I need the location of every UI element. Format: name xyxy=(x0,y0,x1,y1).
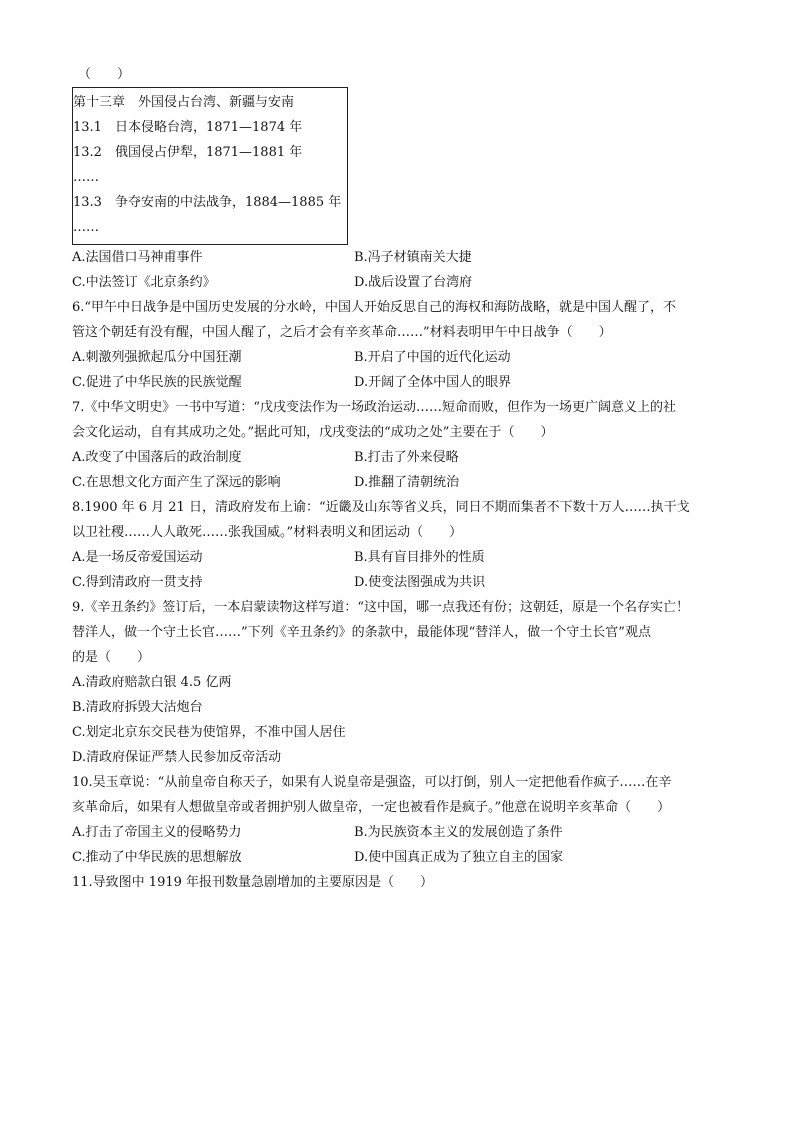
option-a[interactable]: A.清政府赔款白银 4.5 亿两 xyxy=(72,675,232,690)
option-b[interactable]: B.为民族资本主义的发展创造了条件 xyxy=(354,825,563,840)
question-stem: 8.1900 年 6 月 21 日，清政府发布上谕：“近畿及山东等省义兵，同日不期而集者不下数十万人……执干戈 xyxy=(72,500,690,515)
question-8 xyxy=(72,495,722,595)
exam-page xyxy=(72,62,722,895)
option-d[interactable]: D.使变法图强成为共识 xyxy=(354,575,486,590)
q6-options xyxy=(72,345,722,395)
q7-options xyxy=(72,445,722,495)
option-c[interactable]: C.在思想文化方面产生了深远的影响 xyxy=(72,475,281,490)
option-d[interactable]: D.使中国真正成为了独立自主的国家 xyxy=(354,850,564,865)
question-9 xyxy=(72,595,722,770)
option-b[interactable]: B.打击了外来侵略 xyxy=(354,450,459,465)
question-stem: 7.《中华文明史》一书中写道：“戊戌变法作为一场政治运动……短命而败，但作为一场更广阔意义上的社 xyxy=(72,400,677,415)
option-c[interactable]: C.促进了中华民族的民族觉醒 xyxy=(72,375,242,390)
question-stem: 会文化运动，自有其成功之处。”据此可知，戊戌变法的“成功之处”主要在于（ ） xyxy=(72,425,554,440)
option-a[interactable]: A.打击了帝国主义的侵略势力 xyxy=(72,825,242,840)
q5-options xyxy=(72,245,722,295)
option-a[interactable]: A.刺激列强掀起瓜分中国狂潮 xyxy=(72,350,242,365)
option-a[interactable]: A.改变了中国落后的政治制度 xyxy=(72,450,242,465)
chapter-item: 13.2 俄国侵占伊犁，1871—1881 年 xyxy=(73,145,303,160)
option-c[interactable]: C.中法签订《北京条约》 xyxy=(72,275,216,290)
option-a[interactable]: A.法国借口马神甫事件 xyxy=(72,250,203,265)
q8-options xyxy=(72,545,722,595)
question-stem: 管这个朝廷有没有醒，中国人醒了，之后才会有辛亥革命……”材料表明甲午中日战争（ ） xyxy=(72,325,612,340)
option-d[interactable]: D.战后设置了台湾府 xyxy=(354,275,473,290)
option-d[interactable]: D.开阔了全体中国人的眼界 xyxy=(354,375,512,390)
chapter-ellipsis: …… xyxy=(73,170,99,185)
question-11 xyxy=(72,870,722,895)
option-b[interactable]: B.冯子材镇南关大捷 xyxy=(354,250,472,265)
question-stem: 9.《辛丑条约》签订后，一本启蒙读物这样写道：“这中国，哪一点我还有份；这朝廷，原是一个名存实亡！ xyxy=(72,600,690,615)
question-stem: 亥革命后，如果有人想做皇帝或者拥护别人做皇帝，一定也被看作是疯子。”他意在说明辛亥革命（ ） xyxy=(72,800,671,815)
option-b[interactable]: B.开启了中国的近代化运动 xyxy=(354,350,511,365)
option-b[interactable]: B.具有盲目排外的性质 xyxy=(354,550,485,565)
chapter-outline-box xyxy=(72,87,348,245)
q10-options xyxy=(72,820,722,870)
question-stem: 以卫社稷……人人敢死……张我国威。”材料表明义和团运动（ ） xyxy=(72,525,463,540)
option-c[interactable]: C.推动了中华民族的思想解放 xyxy=(72,850,242,865)
option-d[interactable]: D.清政府保证严禁人民参加反帝活动 xyxy=(72,750,282,765)
question-stem: 的是（ ） xyxy=(72,650,151,665)
question-7 xyxy=(72,395,722,495)
chapter-ellipsis: …… xyxy=(73,220,99,235)
answer-bracket: （ ） xyxy=(78,67,131,82)
chapter-item: 13.1 日本侵略台湾，1871—1874 年 xyxy=(73,120,303,135)
chapter-title: 第十三章 外国侵占台湾、新疆与安南 xyxy=(73,95,295,110)
question-stem: 11.导致图中 1919 年报刊数量急剧增加的主要原因是（ ） xyxy=(72,875,434,890)
option-c[interactable]: C.划定北京东交民巷为使馆界，不准中国人居住 xyxy=(72,725,346,740)
chapter-item: 13.3 争夺安南的中法战争，1884—1885 年 xyxy=(73,195,342,210)
option-b[interactable]: B.清政府拆毁大沽炮台 xyxy=(72,700,203,715)
option-d[interactable]: D.推翻了清朝统治 xyxy=(354,475,460,490)
question-6 xyxy=(72,295,722,395)
question-stem: 替洋人，做一个守土长官……”下列《辛丑条约》的条款中，最能体现“替洋人，做一个守土长官”观点 xyxy=(72,625,651,640)
question-stem: 6.“甲午中日战争是中国历史发展的分水岭，中国人开始反思自己的海权和海防战略，就是中国人醒了，不 xyxy=(72,300,677,315)
question-10 xyxy=(72,770,722,870)
option-c[interactable]: C.得到清政府一贯支持 xyxy=(72,575,203,590)
option-a[interactable]: A.是一场反帝爱国运动 xyxy=(72,550,203,565)
question-stem: 10.吴玉章说：“从前皇帝自称天子，如果有人说皇帝是强盗，可以打倒，别人一定把他看作疯子……在辛 xyxy=(72,775,672,790)
